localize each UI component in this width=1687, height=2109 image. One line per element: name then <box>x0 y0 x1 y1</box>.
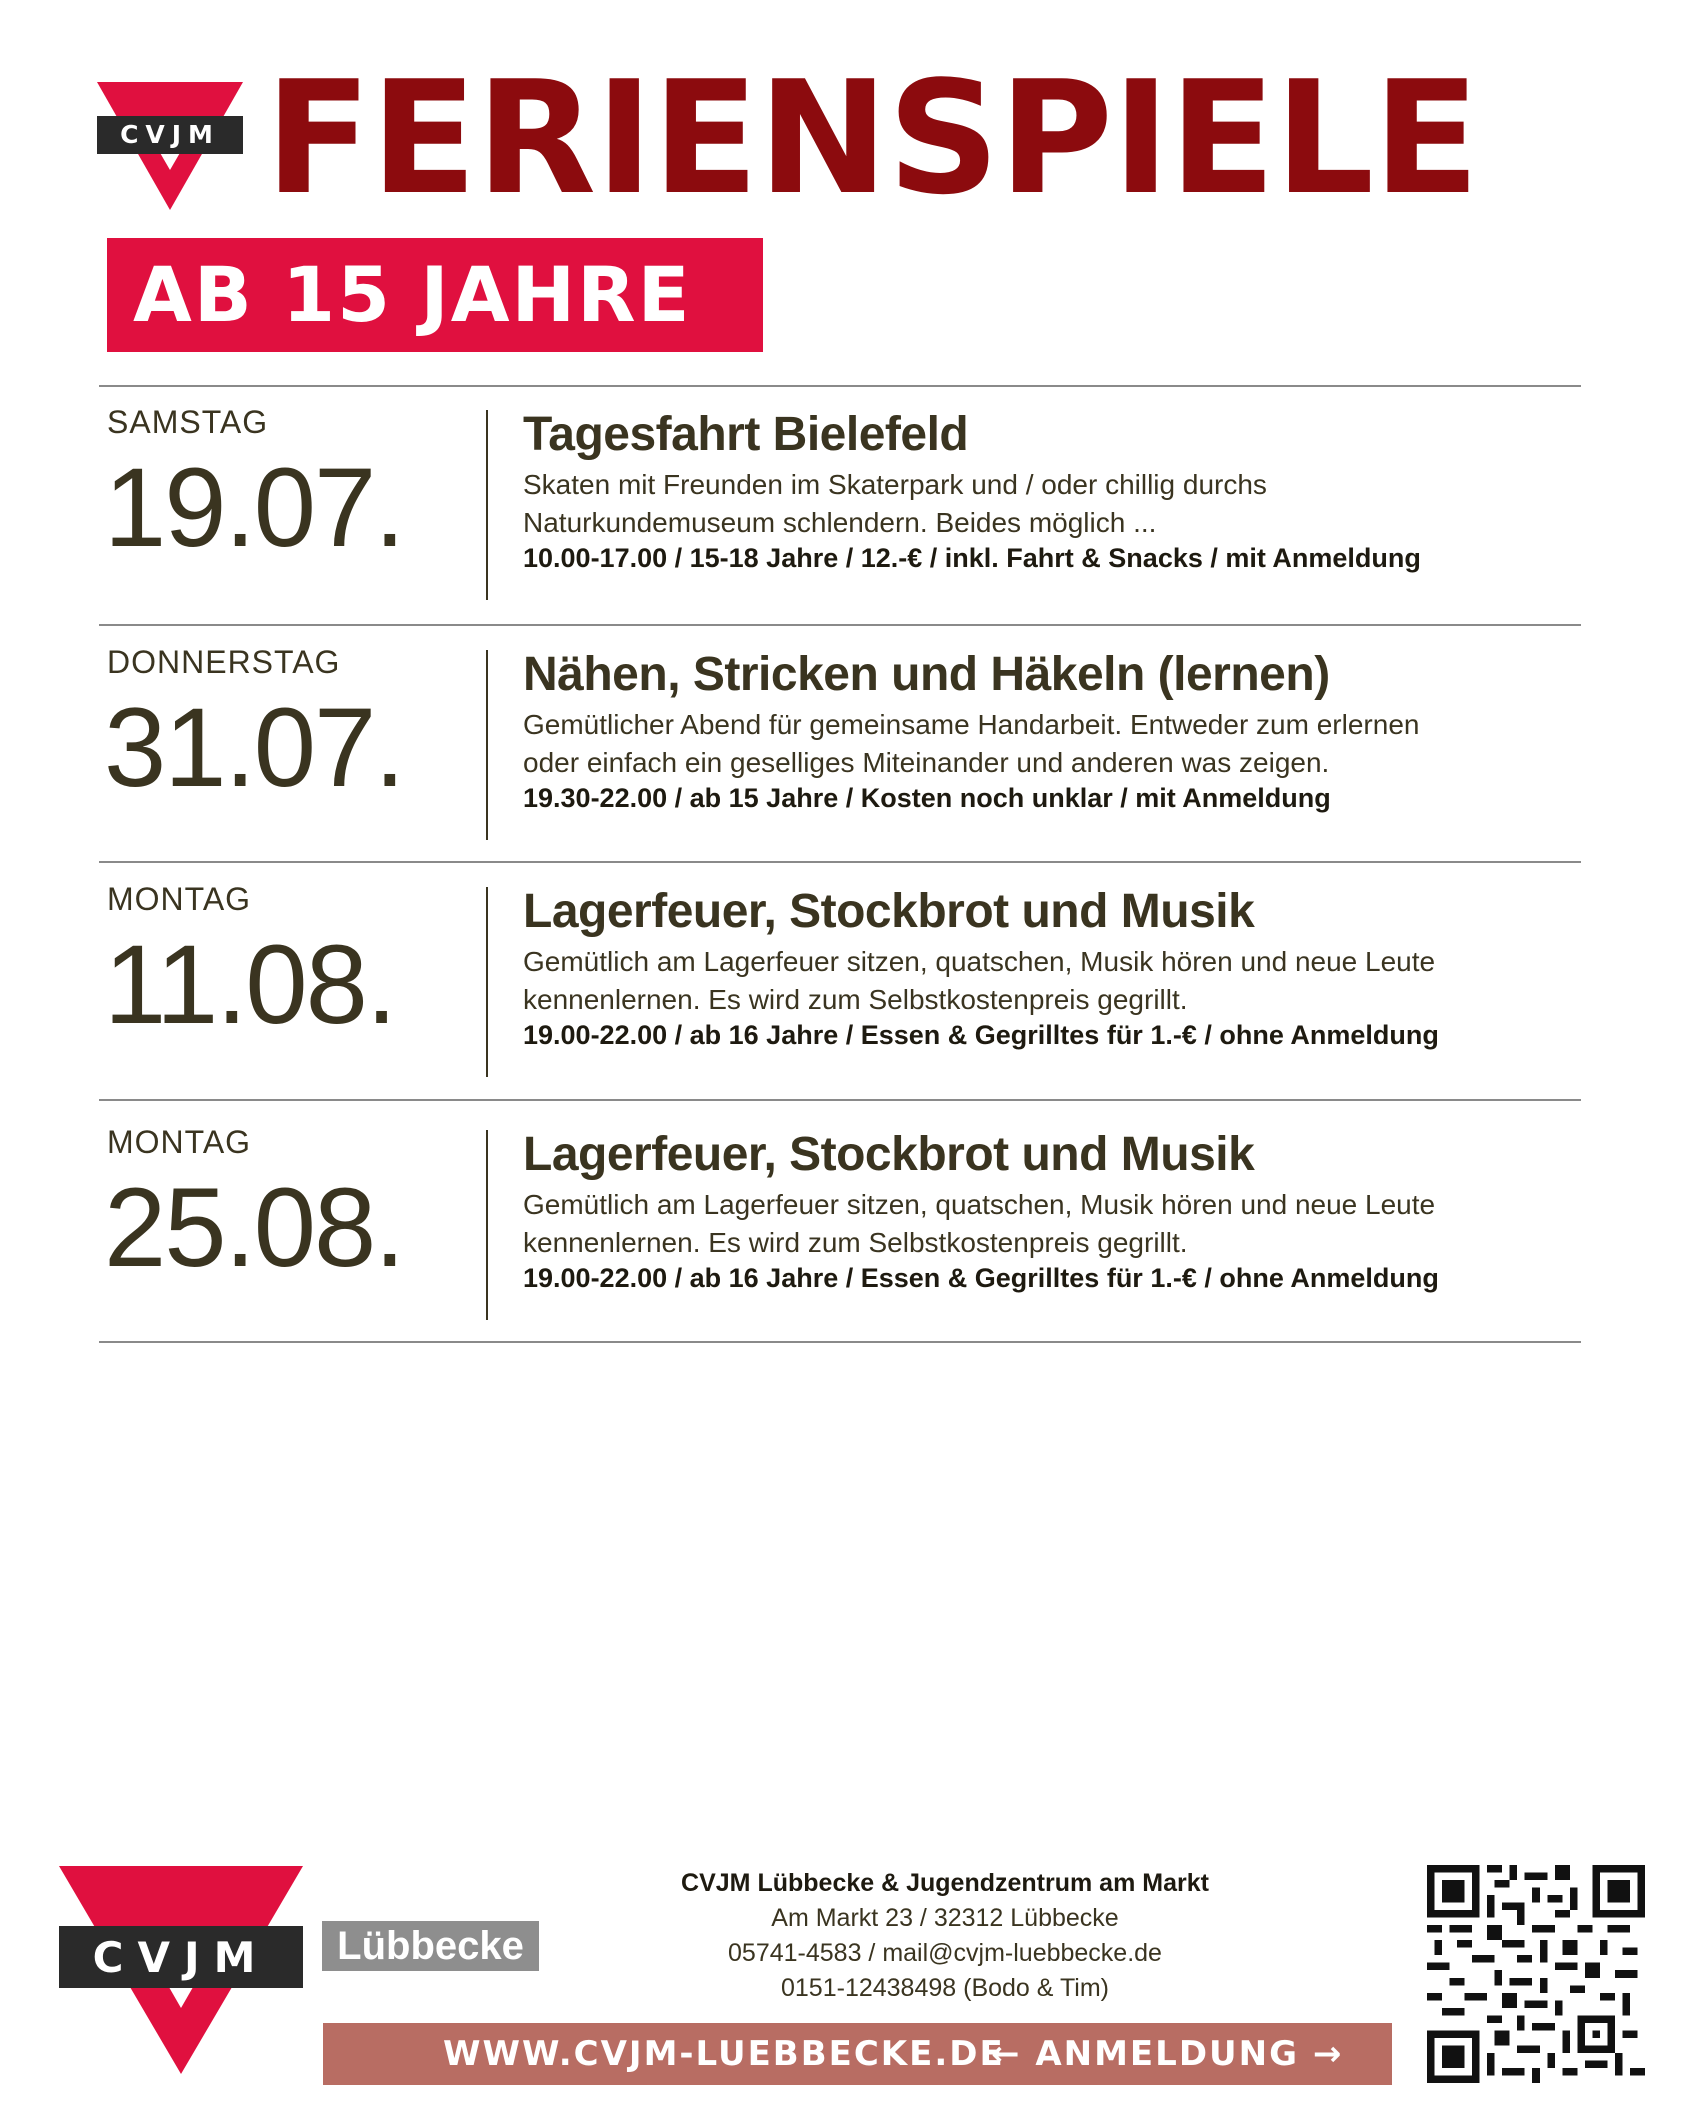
event-date: 19.07. <box>104 445 404 570</box>
event-date: 11.08. <box>104 922 396 1047</box>
contact-org: CVJM Lübbecke & Jugendzentrum am Markt <box>681 1869 1209 1897</box>
event-meta: 19.30-22.00 / ab 15 Jahre / Kosten noch unklar / mit Anmeldung <box>523 783 1331 813</box>
event-item <box>99 390 1581 580</box>
cvjm-logo-footer <box>59 1866 303 2074</box>
event-meta: 10.00-17.00 / 15-18 Jahre / 12.-€ / inkl. Fahrt & Snacks / mit Anmeldung <box>523 543 1421 573</box>
page-title: FERIENSPIELE <box>265 47 1479 229</box>
event-day: SAMSTAG <box>107 404 269 440</box>
divider <box>99 861 1581 863</box>
divider <box>99 1341 1581 1343</box>
event-description: Gemütlich am Lagerfeuer sitzen, quatschen, Musik hören und neue Leute kennenlernen. Es wird zum Selbstkostenpreis gegrillt. <box>523 946 1436 1015</box>
city-badge: Lübbecke <box>322 1921 539 1971</box>
event-title: Nähen, Stricken und Häkeln (lernen) <box>523 648 1330 701</box>
cvjm-logo-footer-text: CVJM <box>92 1933 270 1982</box>
event-description: Gemütlich am Lagerfeuer sitzen, quatschen, Musik hören und neue Leute kennenlernen. Es wird zum Selbstkostenpreis gegrillt. <box>523 1189 1436 1258</box>
contact-address: Am Markt 23 / 32312 Lübbecke <box>771 1904 1119 1932</box>
event-item <box>99 867 1581 1057</box>
event-day: MONTAG <box>107 1124 252 1160</box>
contact-phone-mail: 05741-4583 / mail@cvjm-luebbecke.de <box>728 1939 1162 1967</box>
divider <box>99 385 1581 387</box>
cvjm-logo <box>97 82 243 210</box>
registration-label[interactable]: ← ANMELDUNG → <box>991 2034 1344 2074</box>
event-separator <box>486 1130 488 1320</box>
event-title: Tagesfahrt Bielefeld <box>523 408 969 461</box>
contact-block <box>650 1866 1240 2006</box>
event-day: MONTAG <box>107 881 252 917</box>
event-separator <box>486 887 488 1077</box>
event-separator <box>486 410 488 600</box>
qr-code-icon <box>1427 1865 1645 2083</box>
event-day: DONNERSTAG <box>107 644 341 680</box>
event-date: 31.07. <box>104 685 404 810</box>
event-date: 25.08. <box>104 1165 404 1290</box>
event-meta: 19.00-22.00 / ab 16 Jahre / Essen & Gegrilltes für 1.-€ / ohne Anmeldung <box>523 1020 1439 1050</box>
event-item <box>99 630 1581 820</box>
event-description: Gemütlicher Abend für gemeinsame Handarbeit. Entweder zum erlernen oder einfach ein geselliges Miteinander und anderen was zeigen. <box>523 709 1420 778</box>
cvjm-logo-text: CVJM <box>120 120 220 149</box>
divider <box>99 624 1581 626</box>
event-meta: 19.00-22.00 / ab 16 Jahre / Essen & Gegrilltes für 1.-€ / ohne Anmeldung <box>523 1263 1439 1293</box>
contact-mobile: 0151-12438498 (Bodo & Tim) <box>781 1974 1109 2002</box>
event-title: Lagerfeuer, Stockbrot und Musik <box>523 885 1255 938</box>
website-bar <box>323 2023 1392 2085</box>
event-title: Lagerfeuer, Stockbrot und Musik <box>523 1128 1255 1181</box>
event-item <box>99 1110 1581 1300</box>
divider <box>99 1099 1581 1101</box>
age-banner <box>107 238 763 352</box>
event-separator <box>486 650 488 840</box>
event-description: Skaten mit Freunden im Skaterpark und / oder chillig durchs Naturkundemuseum schlendern. Beides möglich ... <box>523 469 1267 538</box>
age-label: AB 15 JAHRE <box>133 250 692 339</box>
website-link[interactable]: WWW.CVJM-LUEBBECKE.DE <box>443 2034 1005 2074</box>
